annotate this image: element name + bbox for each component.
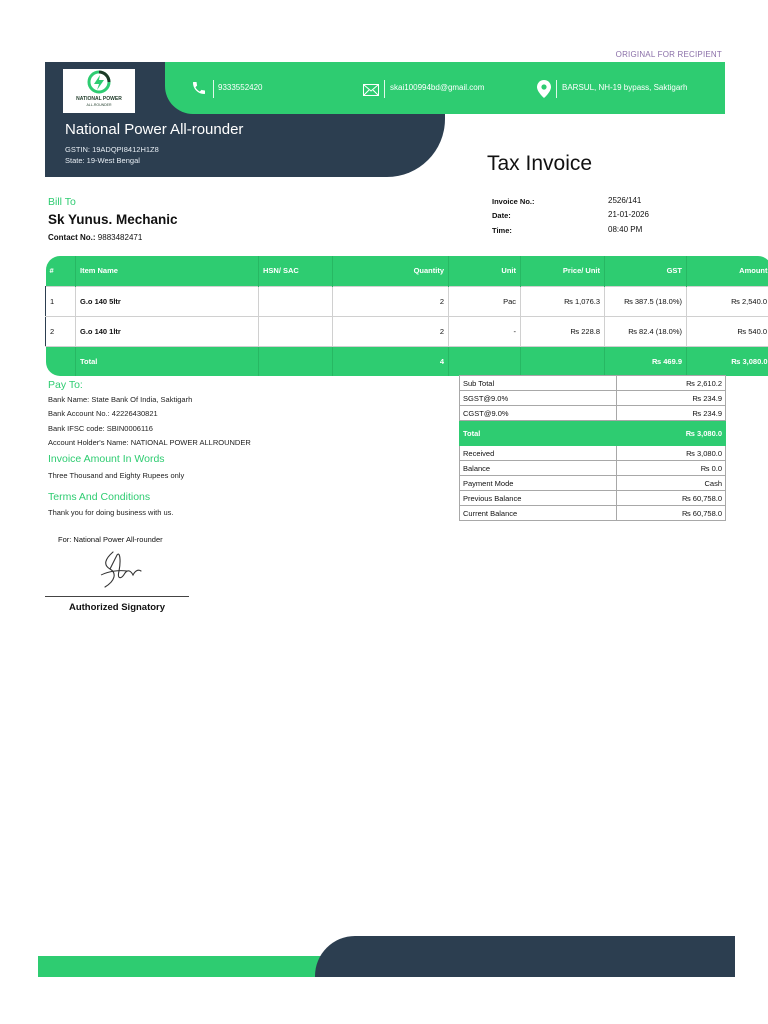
logo-tagline: ALL-ROUNDER [86,103,112,107]
invoice-number: 2526/141 [608,196,642,205]
summary-row [460,376,726,391]
phone-icon [191,80,207,101]
contact-label: Contact No.: [48,233,96,242]
summary-row [460,391,726,406]
item-name: G.o 140 5ltr [76,286,259,316]
invoice-date-label: Date: [492,211,511,220]
col-header: Quantity [333,256,449,286]
signature-line [45,596,189,597]
item-name: G.o 140 1ltr [76,316,259,346]
invoice-time: 08:40 PM [608,225,643,234]
summary-total-label: Total [460,421,617,446]
empty-cell [46,346,76,376]
bank-name: Bank Name: State Bank Of India, Saktigarh [48,395,193,404]
terms-heading: Terms And Conditions [48,491,151,503]
cgst-label: CGST@9.0% [460,406,617,421]
item-gst: ₨ 82.4 (18.0%) [605,316,687,346]
summary-row [460,476,726,491]
copy-label: ORIGINAL FOR RECIPIENT [615,50,722,59]
total-quantity: 4 [333,346,449,376]
cgst-value: ₨ 234.9 [617,406,726,421]
balance-value: ₨ 0.0 [617,461,726,476]
table-row [46,316,768,346]
sgst-label: SGST@9.0% [460,391,617,406]
received-value: ₨ 3,080.0 [617,446,726,461]
summary-row [460,406,726,421]
item-quantity: 2 [333,316,449,346]
payment-mode-label: Payment Mode [460,476,617,491]
items-table [45,256,768,376]
row-number: 2 [46,316,76,346]
sub-total-value: ₨ 2,610.2 [617,376,726,391]
total-gst: ₨ 469.9 [605,346,687,376]
separator [384,80,385,98]
table-total-row [46,346,768,376]
customer-contact [48,233,142,242]
col-header: # [46,256,76,286]
item-quantity: 2 [333,286,449,316]
document-title: Tax Invoice [487,152,593,175]
payment-mode-value: Cash [617,476,726,491]
item-amount: ₨ 540.0 [687,316,768,346]
item-price: ₨ 1,076.3 [521,286,605,316]
total-amount: ₨ 3,080.0 [687,346,768,376]
col-header: Amount [687,256,768,286]
invoice-number-label: Invoice No.: [492,197,535,206]
sub-total-label: Sub Total [460,376,617,391]
previous-balance-value: ₨ 60,758.0 [617,491,726,506]
item-gst: ₨ 387.5 (18.0%) [605,286,687,316]
current-balance-value: ₨ 60,758.0 [617,506,726,521]
mail-icon [363,83,379,101]
footer-green-band [38,956,338,977]
invoice-time-label: Time: [492,226,512,235]
header-email: skai100994bd@gmail.com [390,83,485,92]
company-logo [63,69,135,113]
empty-cell [449,346,521,376]
summary-total-row [460,421,726,446]
received-label: Received [460,446,617,461]
row-number: 1 [46,286,76,316]
signature-for: For: National Power All-rounder [58,535,163,544]
table-row [46,286,768,316]
bank-account-number: Bank Account No.: 42226430821 [48,409,158,418]
company-name: National Power All-rounder [65,121,244,138]
header-phone: 9333552420 [218,83,263,92]
summary-table [459,375,726,521]
col-header: Price/ Unit [521,256,605,286]
separator [556,80,557,98]
sgst-value: ₨ 234.9 [617,391,726,406]
pay-to-heading: Pay To: [48,379,83,391]
empty-cell [521,346,605,376]
total-label: Total [76,346,259,376]
summary-row [460,491,726,506]
item-price: ₨ 228.8 [521,316,605,346]
table-header-row [46,256,768,286]
item-unit: Pac [449,286,521,316]
amount-words: Three Thousand and Eighty Rupees only [48,471,185,480]
footer-dark-band [315,936,735,977]
item-amount: ₨ 2,540.0 [687,286,768,316]
item-hsn [259,316,333,346]
summary-row [460,461,726,476]
invoice-date: 21-01-2026 [608,210,649,219]
empty-cell [259,346,333,376]
previous-balance-label: Previous Balance [460,491,617,506]
bill-to-heading: Bill To [48,196,76,208]
terms-text: Thank you for doing business with us. [48,508,174,517]
balance-label: Balance [460,461,617,476]
company-gstin: GSTIN: 19ADQPI8412H1Z8 [65,145,159,154]
item-unit: - [449,316,521,346]
summary-row [460,446,726,461]
amount-words-heading: Invoice Amount In Words [48,453,165,465]
company-state: State: 19-West Bengal [65,156,140,165]
account-holder: Account Holder's Name: NATIONAL POWER ALLROUNDER [48,438,251,447]
contact-value: 9883482471 [97,233,143,242]
location-pin-icon [537,80,551,103]
summary-total-value: ₨ 3,080.0 [617,421,726,446]
current-balance-label: Current Balance [460,506,617,521]
col-header: Item Name [76,256,259,286]
bank-ifsc: Bank IFSC code: SBIN0006116 [48,424,153,433]
summary-row [460,506,726,521]
signatory-label: Authorized Signatory [68,602,166,613]
col-header: GST [605,256,687,286]
col-header: HSN/ SAC [259,256,333,286]
logo-name: NATIONAL POWER [76,96,122,102]
handwritten-signature [95,549,147,596]
item-hsn [259,286,333,316]
customer-name: Sk Yunus. Mechanic [48,212,178,227]
col-header: Unit [449,256,521,286]
header-address: BARSUL, NH-19 bypass, Saktigarh [562,83,688,92]
separator [213,80,214,98]
